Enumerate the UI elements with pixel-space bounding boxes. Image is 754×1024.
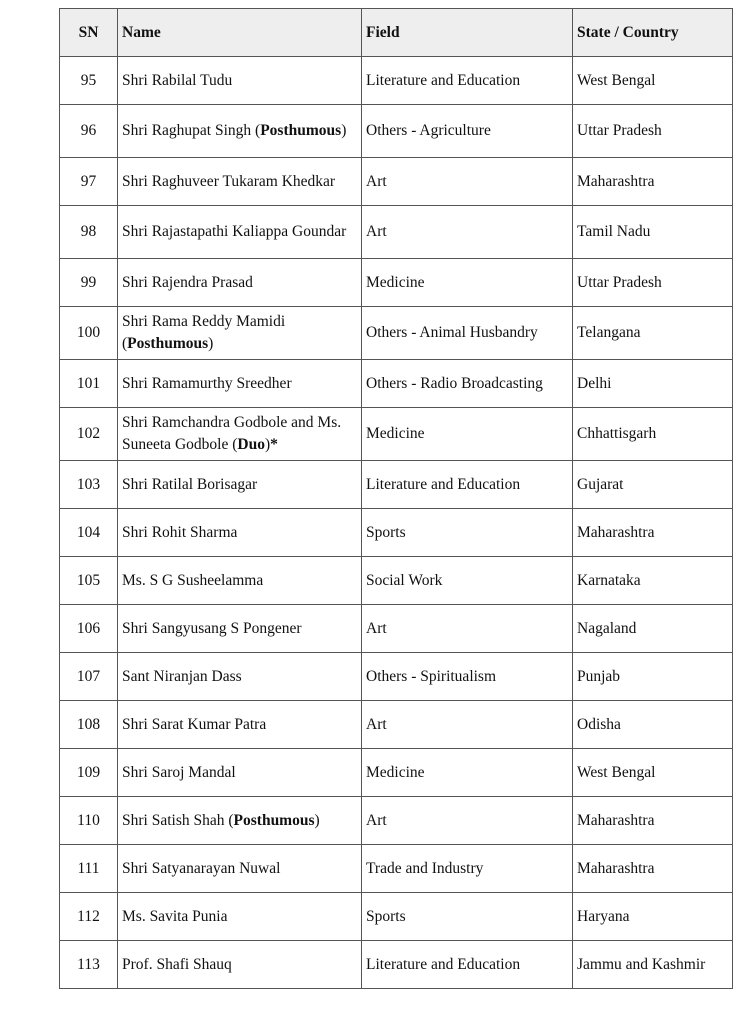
cell-name: Shri Raghupat Singh (Posthumous) bbox=[118, 105, 362, 158]
table-row bbox=[60, 701, 733, 749]
cell-sn: 107 bbox=[60, 653, 118, 701]
column-header-name: Name bbox=[118, 9, 362, 57]
cell-state: Uttar Pradesh bbox=[573, 105, 733, 158]
table-row bbox=[60, 845, 733, 893]
cell-field: Social Work bbox=[362, 557, 573, 605]
cell-sn: 106 bbox=[60, 605, 118, 653]
awardee-name: Shri Raghupat Singh bbox=[122, 122, 252, 139]
cell-sn: 101 bbox=[60, 360, 118, 408]
cell-field: Others - Agriculture bbox=[362, 105, 573, 158]
name-annotation: Posthumous bbox=[233, 811, 315, 829]
cell-name bbox=[118, 941, 362, 989]
table-row bbox=[60, 307, 733, 360]
cell-name bbox=[118, 206, 362, 259]
cell-sn: 104 bbox=[60, 509, 118, 557]
awardee-name: Shri Raghuveer Tukaram Khedkar bbox=[122, 172, 336, 190]
cell-sn: 102 bbox=[60, 408, 118, 461]
table-row bbox=[60, 360, 733, 408]
table-row bbox=[60, 749, 733, 797]
cell-name bbox=[118, 259, 362, 307]
cell-sn: 103 bbox=[60, 461, 118, 509]
awardees-table bbox=[59, 8, 733, 989]
cell-state: West Bengal bbox=[573, 57, 733, 105]
cell-name bbox=[118, 845, 362, 893]
cell-field: Others - Spiritualism bbox=[362, 653, 573, 701]
cell-sn: 95 bbox=[60, 57, 118, 105]
cell-name: Shri Rama Reddy Mamidi (Posthumous) bbox=[118, 307, 362, 360]
cell-state: Telangana bbox=[573, 307, 733, 360]
cell-field: Trade and Industry bbox=[362, 845, 573, 893]
awardee-name: Shri Satyanarayan Nuwal bbox=[122, 859, 281, 877]
table-row bbox=[60, 461, 733, 509]
table-row bbox=[60, 893, 733, 941]
cell-field: Literature and Education bbox=[362, 461, 573, 509]
table-row bbox=[60, 941, 733, 989]
cell-sn: 113 bbox=[60, 941, 118, 989]
cell-state: Chhattisgarh bbox=[573, 408, 733, 461]
cell-field: Sports bbox=[362, 893, 573, 941]
table-row bbox=[60, 605, 733, 653]
awardee-name: Ms. S G Susheelamma bbox=[122, 571, 264, 589]
cell-sn: 96 bbox=[60, 105, 118, 158]
cell-state: Maharashtra bbox=[573, 158, 733, 206]
name-footnote-mark: * bbox=[270, 436, 278, 453]
awardee-name: Prof. Shafi Shauq bbox=[122, 955, 232, 973]
awardee-name: Shri Rama Reddy Mamidi bbox=[122, 313, 286, 330]
cell-state: Uttar Pradesh bbox=[573, 259, 733, 307]
cell-state: Maharashtra bbox=[573, 797, 733, 845]
cell-sn: 109 bbox=[60, 749, 118, 797]
cell-name bbox=[118, 605, 362, 653]
table-row bbox=[60, 105, 733, 158]
cell-state: Delhi bbox=[573, 360, 733, 408]
table-row bbox=[60, 57, 733, 105]
awardee-name: Shri Ramchandra Godbole and Ms. Suneeta Godbole bbox=[122, 414, 342, 453]
table-row bbox=[60, 158, 733, 206]
cell-field: Medicine bbox=[362, 749, 573, 797]
cell-name: Shri Ramchandra Godbole and Ms. Suneeta Godbole (Duo)* bbox=[118, 408, 362, 461]
awardee-name: Shri Rabilal Tudu bbox=[122, 71, 233, 89]
cell-state: Tamil Nadu bbox=[573, 206, 733, 259]
cell-name bbox=[118, 360, 362, 408]
cell-sn: 105 bbox=[60, 557, 118, 605]
awardee-name: Shri Ramamurthy Sreedher bbox=[122, 374, 292, 392]
name-annotation: Posthumous bbox=[260, 122, 342, 139]
cell-name: Shri Satish Shah (Posthumous) bbox=[118, 797, 362, 845]
cell-state: Maharashtra bbox=[573, 509, 733, 557]
awardee-name: Ms. Savita Punia bbox=[122, 907, 228, 925]
cell-state: Odisha bbox=[573, 701, 733, 749]
awardee-name: Shri Saroj Mandal bbox=[122, 763, 236, 781]
name-annotation: Posthumous bbox=[127, 335, 209, 352]
cell-state: Nagaland bbox=[573, 605, 733, 653]
cell-name bbox=[118, 57, 362, 105]
cell-field: Literature and Education bbox=[362, 941, 573, 989]
table-row bbox=[60, 206, 733, 259]
cell-sn: 111 bbox=[60, 845, 118, 893]
cell-field: Medicine bbox=[362, 408, 573, 461]
cell-field: Sports bbox=[362, 509, 573, 557]
cell-field: Art bbox=[362, 605, 573, 653]
table-row bbox=[60, 797, 733, 845]
table-row bbox=[60, 557, 733, 605]
awardee-name: Sant Niranjan Dass bbox=[122, 667, 242, 685]
cell-sn: 110 bbox=[60, 797, 118, 845]
column-header-sn: SN bbox=[60, 9, 118, 57]
name-annotation: Duo bbox=[237, 436, 265, 453]
awardee-name: Shri Sarat Kumar Patra bbox=[122, 715, 267, 733]
cell-name bbox=[118, 749, 362, 797]
cell-name bbox=[118, 701, 362, 749]
table-header-row bbox=[60, 9, 733, 57]
cell-state: West Bengal bbox=[573, 749, 733, 797]
table-row bbox=[60, 509, 733, 557]
cell-state: Karnataka bbox=[573, 557, 733, 605]
cell-field: Others - Animal Husbandry bbox=[362, 307, 573, 360]
cell-sn: 97 bbox=[60, 158, 118, 206]
cell-state: Gujarat bbox=[573, 461, 733, 509]
cell-name bbox=[118, 509, 362, 557]
awardee-name: Shri Ratilal Borisagar bbox=[122, 475, 258, 493]
table-body bbox=[60, 57, 733, 989]
cell-sn: 108 bbox=[60, 701, 118, 749]
column-header-state: State / Country bbox=[573, 9, 733, 57]
cell-field: Art bbox=[362, 206, 573, 259]
cell-state: Haryana bbox=[573, 893, 733, 941]
awardee-name: Shri Rajendra Prasad bbox=[122, 273, 253, 291]
cell-field: Others - Radio Broadcasting bbox=[362, 360, 573, 408]
table-row bbox=[60, 259, 733, 307]
awardee-name: Shri Rohit Sharma bbox=[122, 523, 238, 541]
cell-field: Art bbox=[362, 158, 573, 206]
cell-sn: 99 bbox=[60, 259, 118, 307]
cell-field: Art bbox=[362, 701, 573, 749]
cell-state: Maharashtra bbox=[573, 845, 733, 893]
cell-name bbox=[118, 653, 362, 701]
cell-field: Art bbox=[362, 797, 573, 845]
awardee-name: Shri Satish Shah bbox=[122, 811, 225, 829]
table-row bbox=[60, 653, 733, 701]
awardee-name: Shri Rajastapathi Kaliappa Goundar bbox=[122, 223, 347, 240]
cell-sn: 100 bbox=[60, 307, 118, 360]
cell-state: Punjab bbox=[573, 653, 733, 701]
cell-state: Jammu and Kashmir bbox=[573, 941, 733, 989]
cell-field: Medicine bbox=[362, 259, 573, 307]
cell-name bbox=[118, 461, 362, 509]
cell-name bbox=[118, 557, 362, 605]
cell-sn: 112 bbox=[60, 893, 118, 941]
awardee-name: Shri Sangyusang S Pongener bbox=[122, 619, 302, 637]
column-header-field: Field bbox=[362, 9, 573, 57]
cell-name bbox=[118, 893, 362, 941]
cell-field: Literature and Education bbox=[362, 57, 573, 105]
cell-sn: 98 bbox=[60, 206, 118, 259]
cell-name bbox=[118, 158, 362, 206]
table-row bbox=[60, 408, 733, 461]
